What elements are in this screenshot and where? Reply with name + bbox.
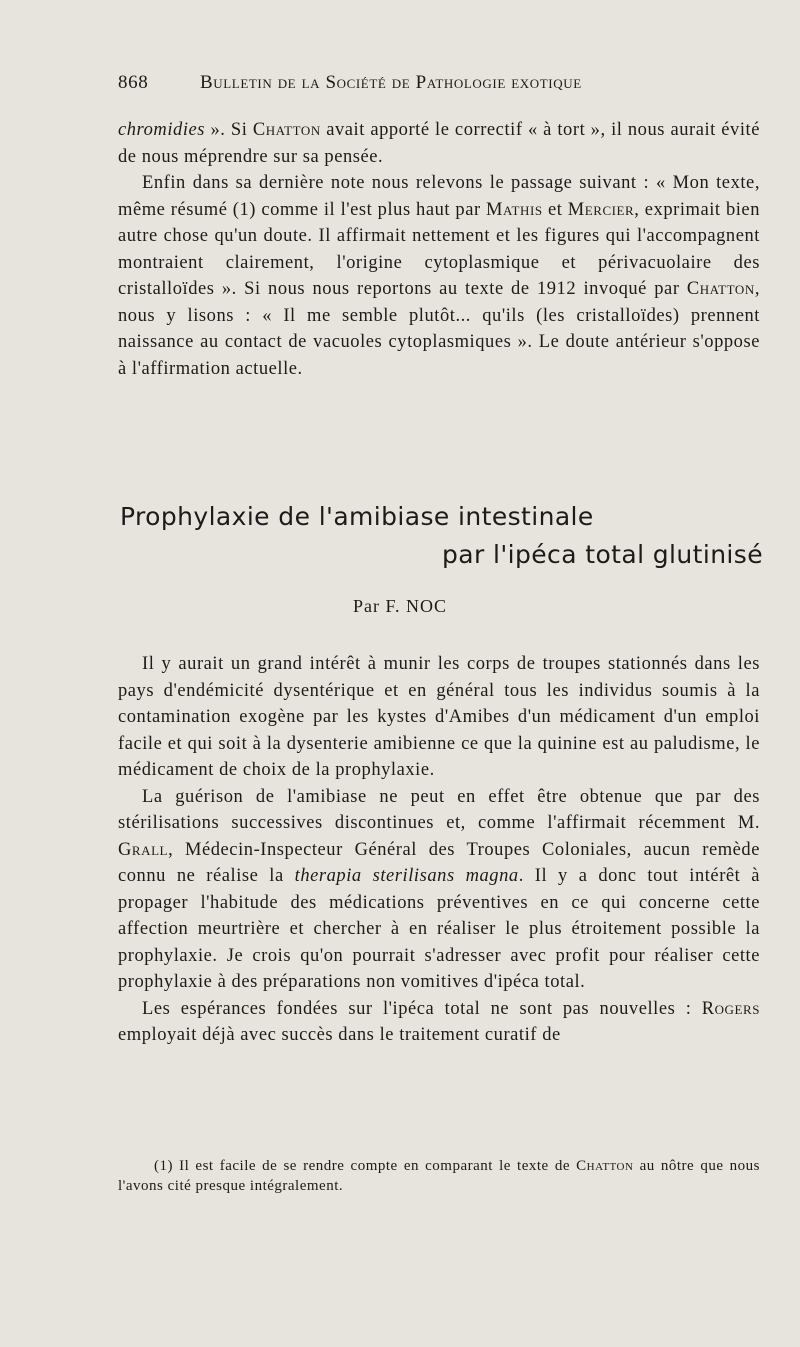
footnote: (1) Il est facile de se rendre compte en comparant le texte de Chatton au nôtre que nous l'avons cité presque intégralement. <box>118 1158 760 1194</box>
author-name: Grall <box>118 839 169 860</box>
page-number: 868 <box>118 72 149 93</box>
paragraph: Il y aurait un grand intérêt à munir les corps de troupes stationnés dans les pays d'endémicité dysentérique et en général tous les individus soumis à la contamination exogène par les kystes d'Amibes d'un médicament d'un emploi facile et qui soit à la dysenterie amibienne ce que la quinine est au paludisme, le médicament de choix de la prophylaxie. <box>118 654 760 780</box>
author-name: Rogers <box>701 998 760 1019</box>
italic-word: chromidies <box>118 120 206 140</box>
paragraph: Les espérances fondées sur l'ipéca total ne sont pas nouvelles : Rogers employait déjà avec succès dans le traitement curatif de <box>118 998 760 1045</box>
journal-title: Bulletin de la Société de Pathologie exotique <box>200 72 582 93</box>
title-line-2: par l'ipéca total glutinisé <box>442 540 763 569</box>
latin-phrase: therapia sterilisans magna <box>294 866 519 886</box>
author-name: Chatton <box>576 1158 634 1174</box>
author-name: Chatton <box>252 120 321 140</box>
previous-article-end <box>118 117 760 382</box>
paragraph: chromidies ». Si Chatton avait apporté le correctif « à tort », il nous aurait évité de nous méprendre sur sa pensée. <box>118 120 760 167</box>
paragraph: La guérison de l'amibiase ne peut en effet être obtenue que par des stérilisations successives discontinues et, comme l'affirmait récemment M. Grall, Médecin-Inspecteur Général des Troupes Coloniales, aucun remède connu ne réalise la therapia sterilisans magna. Il y a donc tout intérêt à propager l'habitude des médications préventives en ce qui concerne cette affection meurtrière et chercher à en réaliser le plus étroitement possible la prophylaxie. Je crois qu'on pourrait s'adresser avec profit pour réaliser cette prophylaxie à des préparations non vomitives d'ipéca total. <box>118 786 760 992</box>
article-author: Par F. NOC <box>352 596 448 616</box>
running-header <box>118 72 758 94</box>
author-name: Mercier <box>567 199 635 220</box>
author-name: Mathis <box>486 199 543 220</box>
paragraph: Enfin dans sa dernière note nous relevons le passage suivant : « Mon texte, même résumé (1) comme il l'est plus haut par Mathis et Mercier, exprimait bien autre chose qu'un doute. Il affirmait nettement et les figures qui l'accompagnent montraient clairement, l'origine cytoplasmique et périvacuolaire des cristalloïdes ». Si nous nous reportons au texte de 1912 invoqué par Chatton, nous y lisons : « Il me semble plutôt... qu'ils (les cristalloïdes) prennent naissance au contact de vacuoles cytoplasmiques ». Le doute antérieur s'oppose à l'affirmation actuelle. <box>118 173 760 379</box>
author-name: Chatton <box>686 279 755 299</box>
article-body <box>118 651 760 1049</box>
title-line-1: Prophylaxie de l'amibiase intestinale <box>120 502 594 531</box>
